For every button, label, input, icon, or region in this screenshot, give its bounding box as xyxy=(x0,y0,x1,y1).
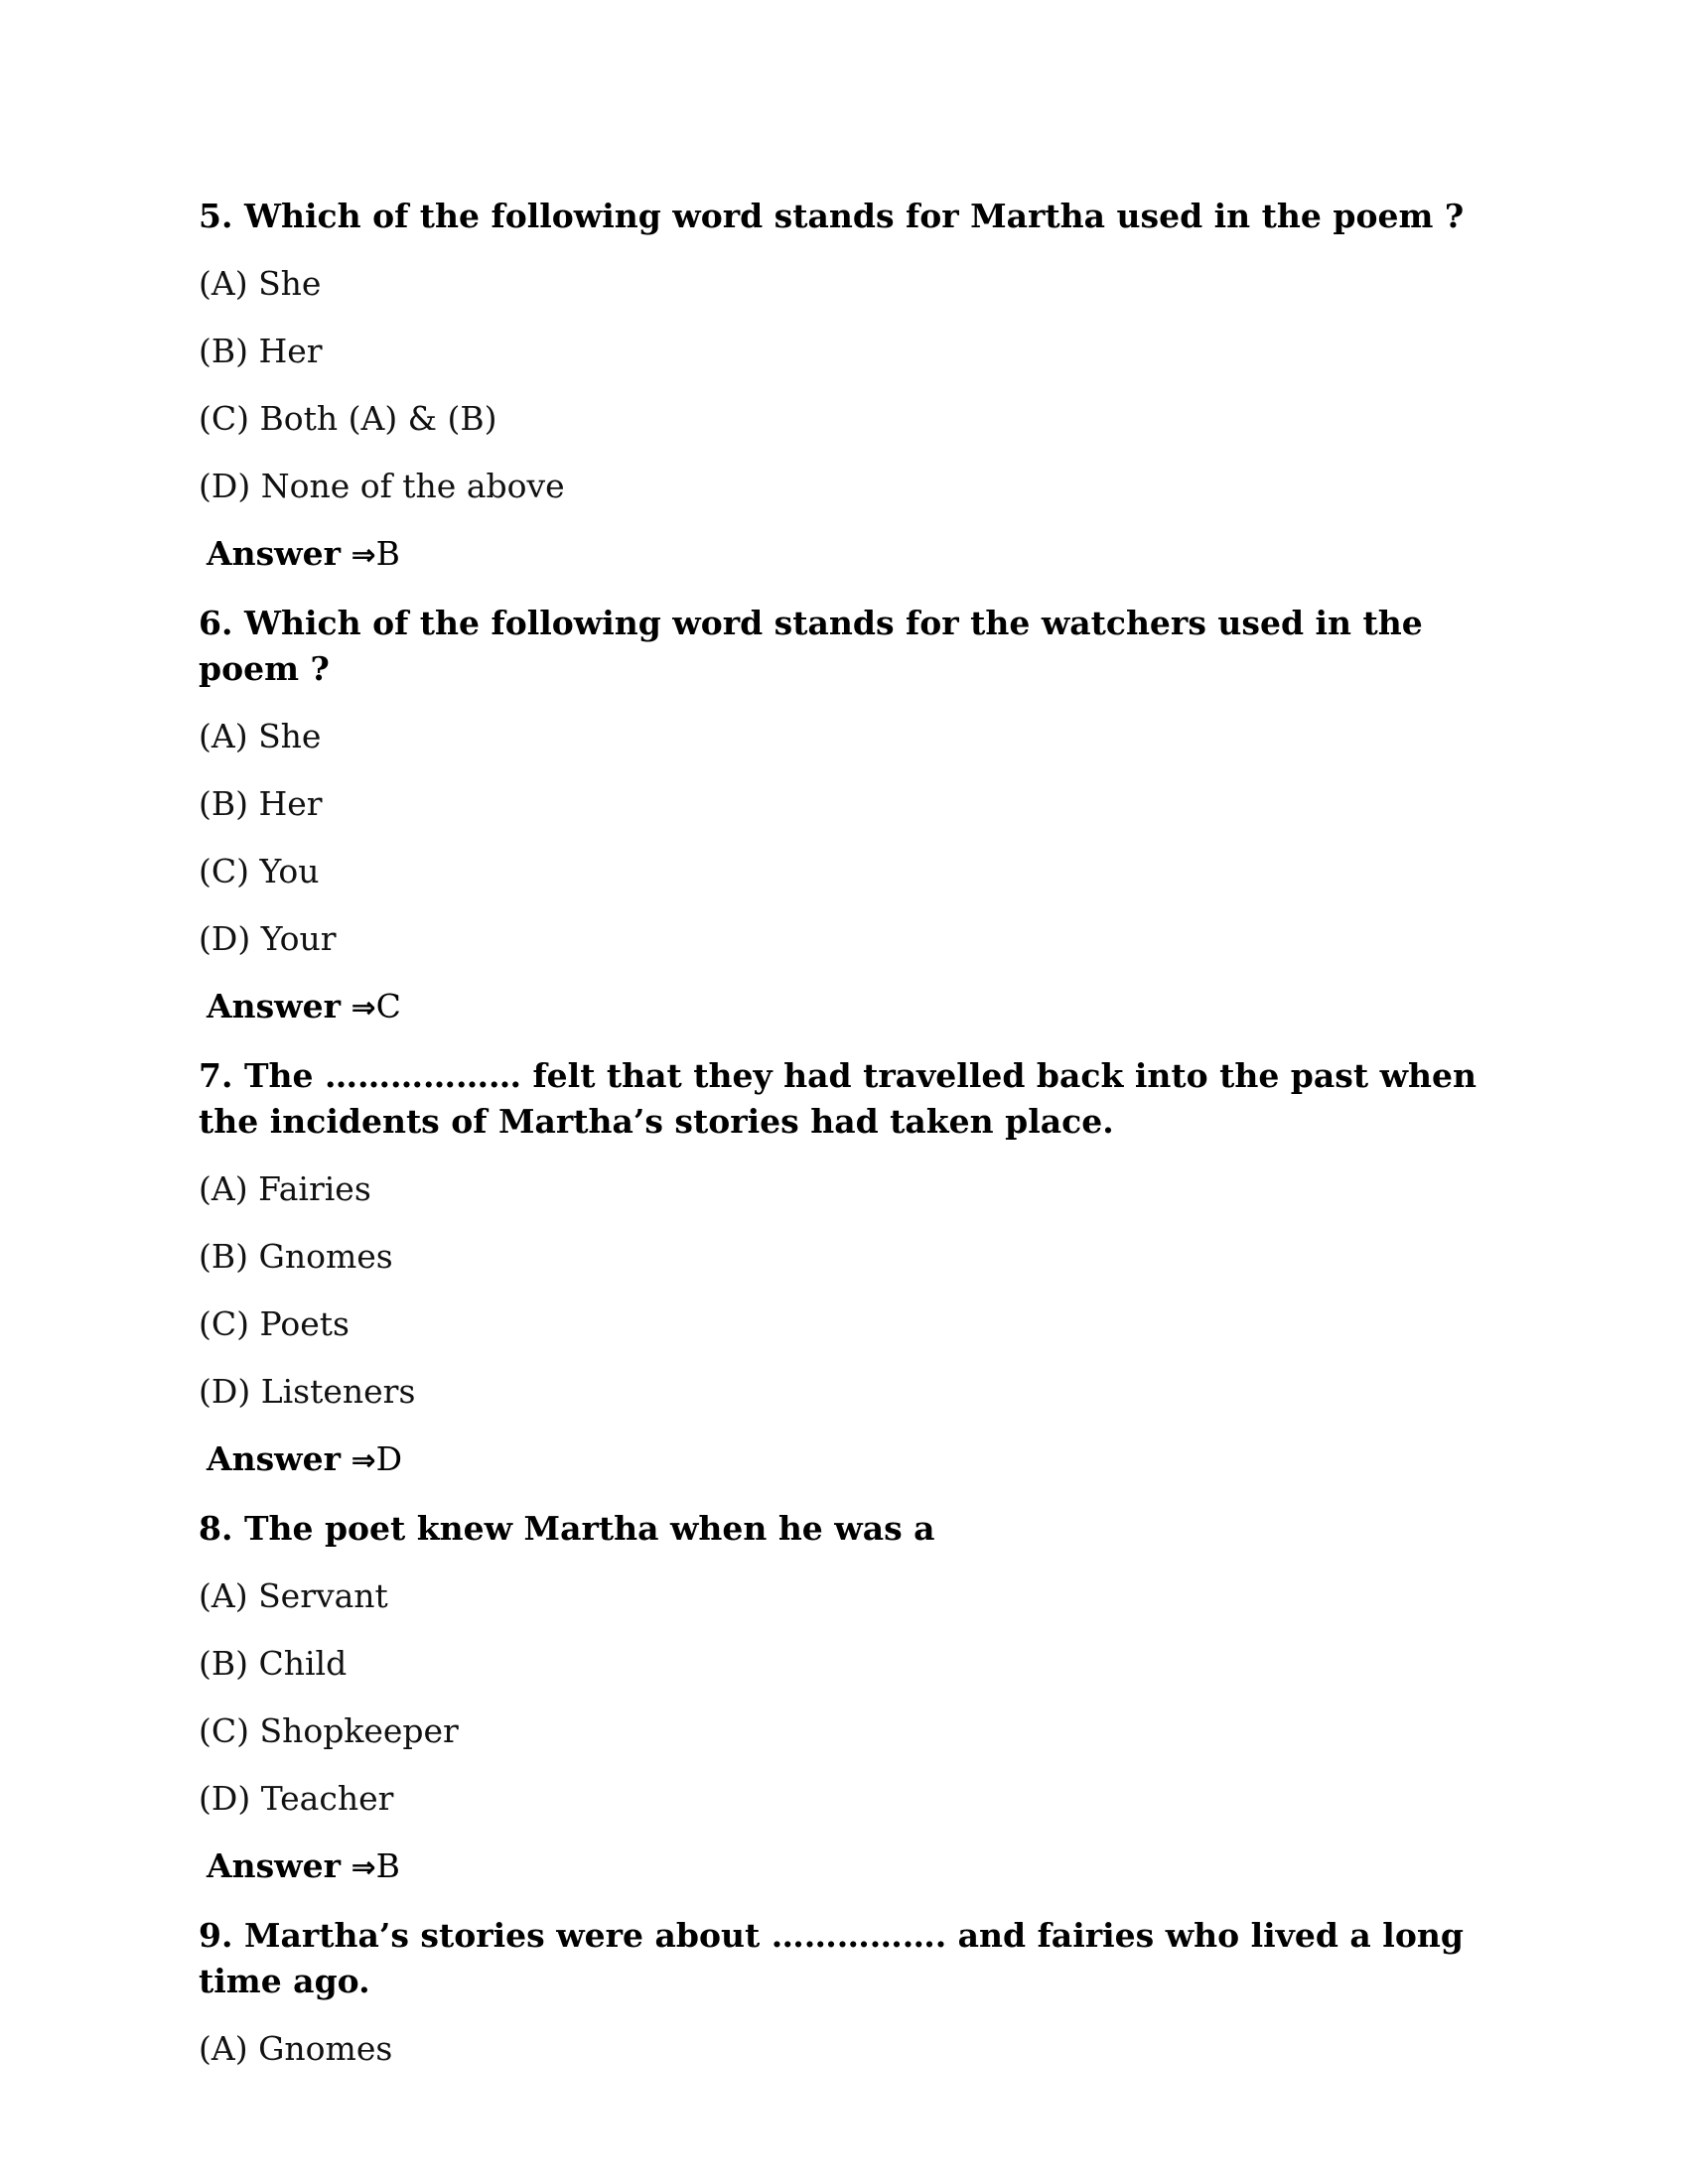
document-page xyxy=(199,194,1509,2094)
q5-option-b: (B) Her xyxy=(199,332,323,370)
arrow-icon: ⇒ xyxy=(351,1850,376,1885)
q7-option-d: (D) Listeners xyxy=(199,1372,416,1411)
q8-option-c: (C) Shopkeeper xyxy=(199,1711,459,1750)
question-7: 7. The ……………… felt that they had travelled back into the past when the incidents of Martha’s stories had taken place. xyxy=(199,1056,1477,1141)
q8-option-d: (D) Teacher xyxy=(199,1779,394,1818)
question-9: 9. Martha’s stories were about ……………. and fairies who lived a long time ago. xyxy=(199,1916,1464,2000)
q6-option-c: (C) You xyxy=(199,852,320,890)
q9-option-a: (A) Gnomes xyxy=(199,2029,393,2068)
arrow-icon: ⇒ xyxy=(351,538,376,573)
q5-option-a: (A) She xyxy=(199,264,322,303)
q7-option-c: (C) Poets xyxy=(199,1304,350,1343)
question-8: 8. The poet knew Martha when he was a xyxy=(199,1509,935,1548)
answer-value: D xyxy=(375,1439,403,1478)
question-5: 5. Which of the following word stands for Martha used in the poem ? xyxy=(199,197,1465,235)
answer-label: Answer xyxy=(207,1439,341,1478)
answer-value: B xyxy=(375,1846,400,1885)
answer-value: B xyxy=(375,534,400,573)
q7-answer xyxy=(207,1436,1509,1484)
q6-option-a: (A) She xyxy=(199,717,322,755)
q8-option-b: (B) Child xyxy=(199,1644,348,1683)
q5-answer xyxy=(207,531,1509,579)
arrow-icon: ⇒ xyxy=(351,991,376,1025)
q6-option-b: (B) Her xyxy=(199,784,323,823)
q8-option-a: (A) Servant xyxy=(199,1576,388,1615)
q5-option-d: (D) None of the above xyxy=(199,467,565,505)
q7-option-a: (A) Fairies xyxy=(199,1169,371,1208)
answer-label: Answer xyxy=(207,534,341,573)
question-6: 6. Which of the following word stands for the watchers used in the poem ? xyxy=(199,604,1423,688)
q6-answer xyxy=(207,984,1509,1031)
q7-option-b: (B) Gnomes xyxy=(199,1237,393,1276)
q5-option-c: (C) Both (A) & (B) xyxy=(199,399,497,438)
arrow-icon: ⇒ xyxy=(351,1443,376,1478)
q6-option-d: (D) Your xyxy=(199,919,337,958)
answer-label: Answer xyxy=(207,1846,341,1885)
q8-answer xyxy=(207,1843,1509,1891)
answer-label: Answer xyxy=(207,987,341,1025)
answer-value: C xyxy=(375,987,401,1025)
